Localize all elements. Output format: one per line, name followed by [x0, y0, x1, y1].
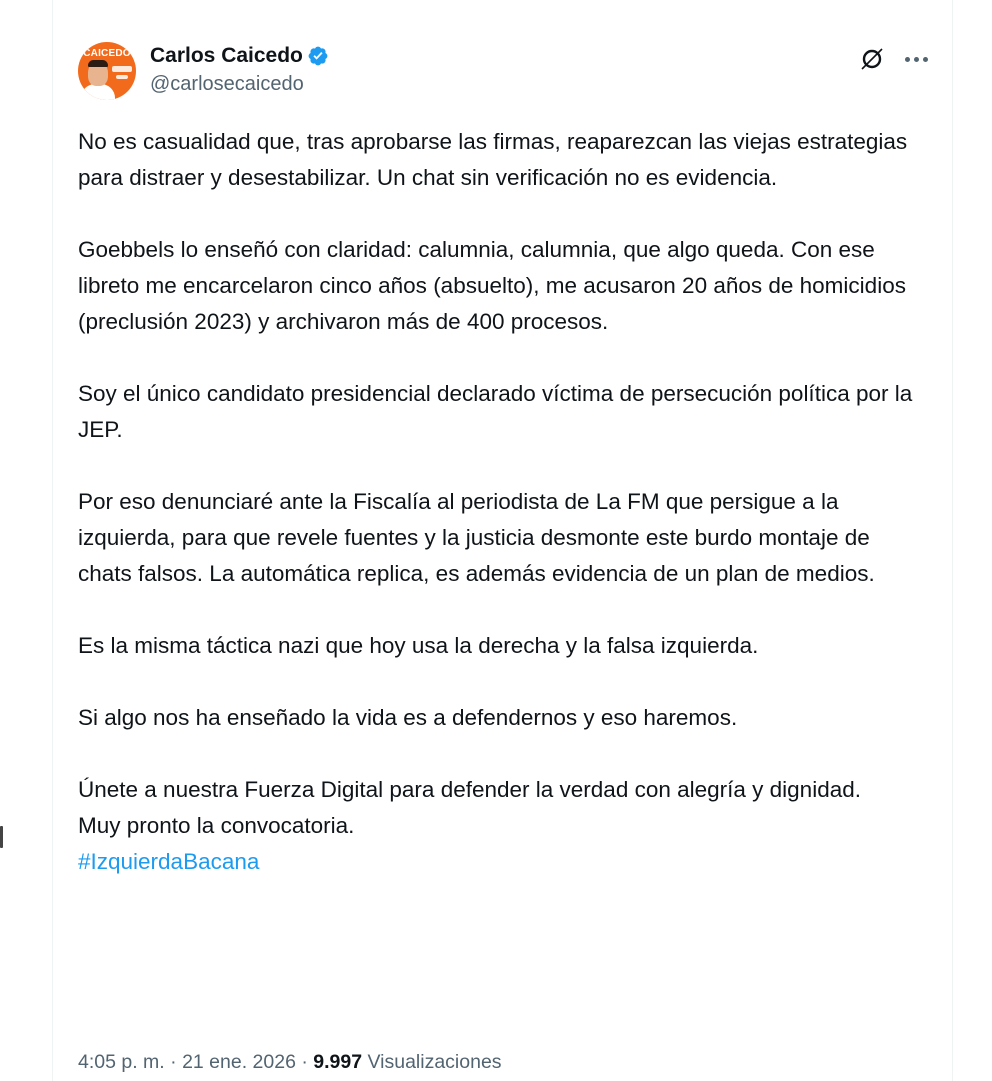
tweet-date[interactable]: 21 ene. 2026	[182, 1051, 296, 1073]
handle[interactable]: @carlosecaicedo	[150, 73, 304, 95]
verified-badge-icon[interactable]	[307, 45, 329, 67]
tweet-actions	[859, 46, 928, 72]
scrollbar-edge	[0, 826, 3, 848]
tweet	[78, 40, 928, 880]
avatar-body	[81, 84, 115, 100]
avatar-badge-small	[116, 75, 128, 79]
tweet-meta	[78, 1051, 502, 1074]
grok-icon[interactable]	[859, 46, 885, 72]
timeline-right-border	[952, 0, 953, 1081]
tweet-paragraph: No es casualidad que, tras aprobarse las firmas, reaparezcan las viejas estrategias para distraer y desestabilizar. Un chat sin verificación no es evidencia.	[78, 129, 908, 190]
tweet-paragraph: Soy el único candidato presidencial declarado víctima de persecución política por la JEP.	[78, 381, 913, 442]
more-options-icon[interactable]	[905, 46, 928, 72]
views-label: Visualizaciones	[367, 1051, 502, 1073]
hashtag-link[interactable]: #IzquierdaBacana	[78, 849, 260, 874]
separator: ·	[301, 1051, 308, 1073]
tweet-paragraph: Si algo nos ha enseñado la vida es a defendernos y eso haremos.	[78, 705, 738, 730]
avatar-brand-text: CAICEDO	[83, 48, 131, 59]
timeline-left-border	[52, 0, 53, 1081]
display-name[interactable]: Carlos Caicedo	[150, 44, 303, 67]
separator: ·	[170, 1051, 177, 1073]
tweet-paragraph: Únete a nuestra Fuerza Digital para defender la verdad con alegría y dignidad.	[78, 777, 861, 802]
tweet-time[interactable]: 4:05 p. m.	[78, 1051, 165, 1073]
tweet-paragraph: Es la misma táctica nazi que hoy usa la derecha y la falsa izquierda.	[78, 633, 759, 658]
avatar[interactable]	[78, 42, 136, 100]
avatar-hair	[88, 60, 108, 67]
tweet-paragraph: Muy pronto la convocatoria.	[78, 813, 355, 838]
tweet-text	[78, 124, 928, 880]
author-info	[150, 42, 329, 96]
avatar-badge	[112, 66, 132, 72]
tweet-paragraph: Goebbels lo enseñó con claridad: calumnia, calumnia, que algo queda. Con ese libreto me encarcelaron cinco años (absuelto), me acusaron 20 años de homicidios (preclusión 2023) y archivaron más de 400 procesos.	[78, 237, 906, 334]
views-count: 9.997	[313, 1051, 363, 1073]
tweet-paragraph: Por eso denunciaré ante la Fiscalía al periodista de La FM que persigue a la izquierda, para que revele fuentes y la justicia desmonte este burdo montaje de chats falsos. La automática replica, es además evidencia de un plan de medios.	[78, 489, 875, 586]
tweet-header	[78, 40, 928, 102]
